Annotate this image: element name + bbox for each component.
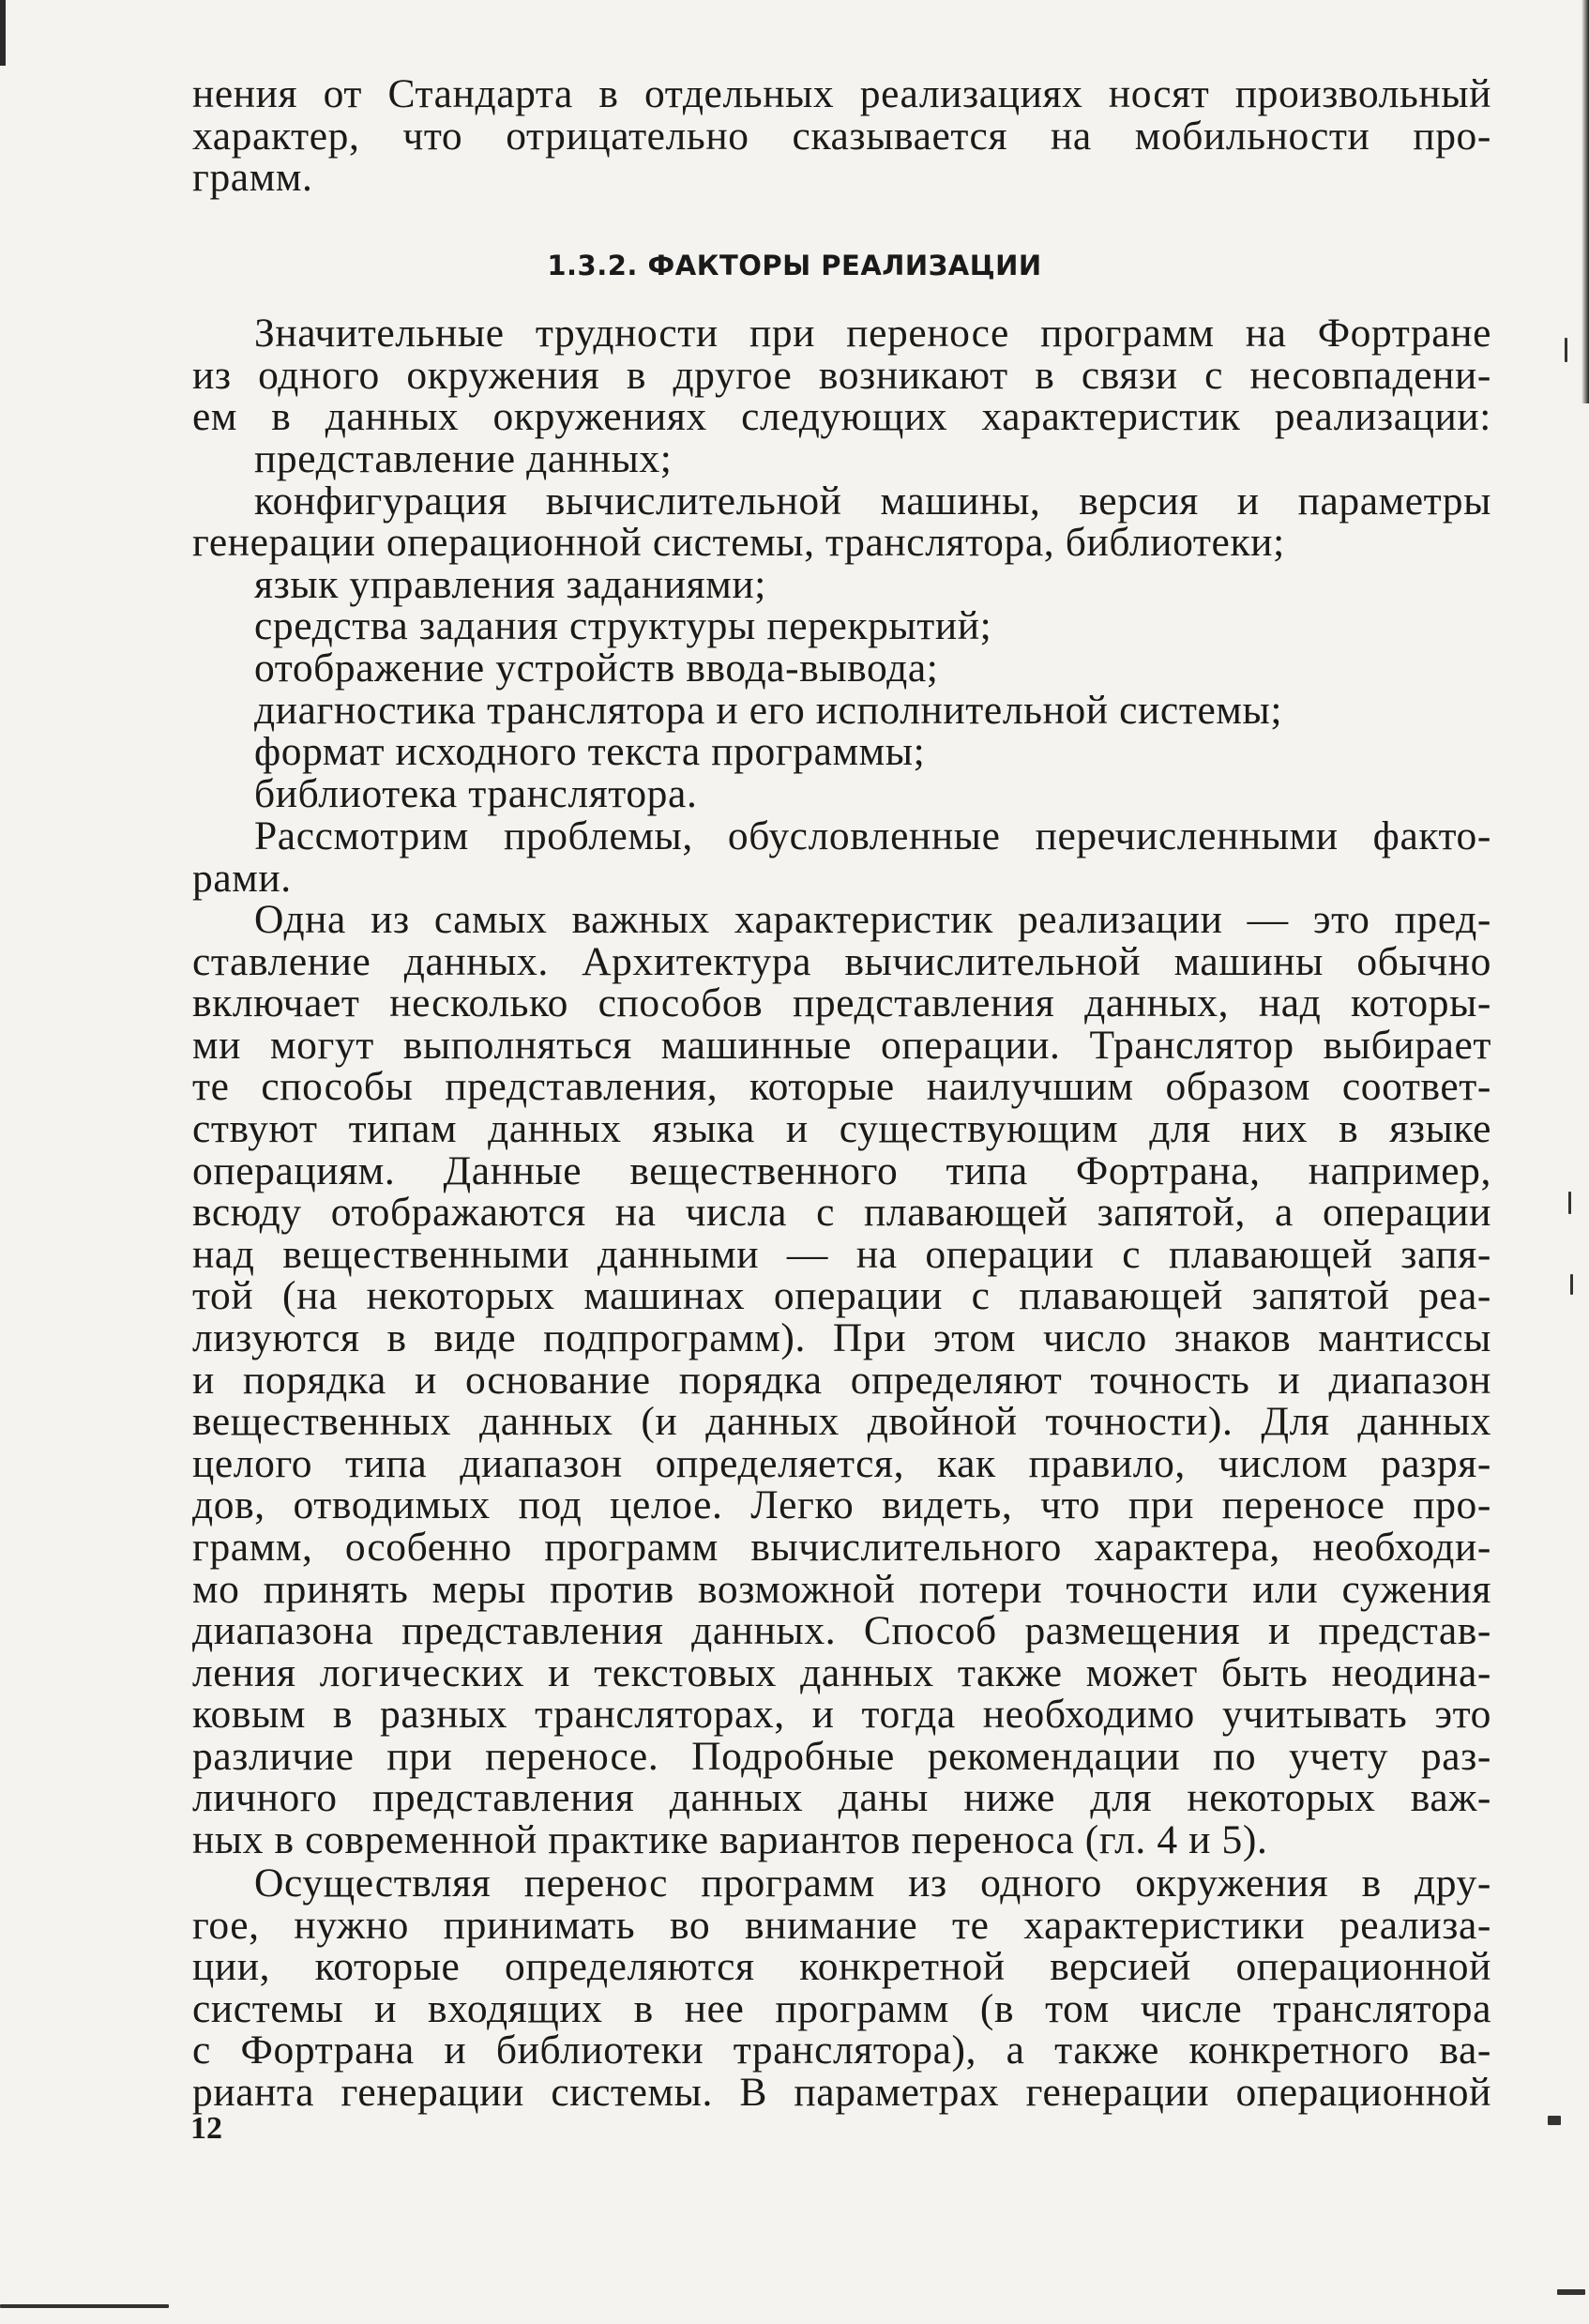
list-item: диагностика транслятора и его исполнительной системы;: [254, 687, 1282, 733]
scan-speck: [1570, 1274, 1573, 1295]
scan-edge-right: [1581, 0, 1589, 403]
scan-edge-left: [0, 0, 6, 66]
intro-line: нения от Стандарта в отдельных реализациях носят произвольный: [192, 71, 1491, 116]
list-item: средства задания структуры перекрытий;: [254, 603, 992, 649]
paragraph-line: вещественных данных (и данных двойной точности). Для данных: [192, 1399, 1491, 1445]
scan-speck: [1565, 338, 1567, 362]
scan-speck: [1557, 2289, 1585, 2295]
paragraph-line: операциям. Данные вещественного типа Фортрана, например,: [192, 1147, 1491, 1193]
paragraph-line: рианта генерации системы. В параметрах генерации операционной: [192, 2069, 1491, 2115]
paragraph-intro-factors: [192, 312, 1491, 438]
list-item: библиотека транслятора.: [254, 770, 698, 816]
paragraph-line: той (на некоторых машинах операции с плавающей запятой реа-: [192, 1273, 1491, 1319]
paragraph-line: и порядка и основание порядка определяют точность и диапазон: [192, 1357, 1491, 1403]
paragraph-line: Осуществляя перенос программ из одного окружения в дру-: [254, 1861, 1491, 1906]
scan-speck: [0, 2304, 169, 2308]
paragraph-line: Одна из самых важных характеристик реализации — это пред-: [254, 897, 1491, 942]
page-number: 12: [190, 2111, 222, 2146]
paragraph-line: лизуются в виде подпрограмм). При этом число знаков мантиссы: [192, 1314, 1491, 1360]
list-item: язык управления заданиями;: [254, 561, 766, 607]
intro-line: характер, что отрицательно сказывается на мобильности про-: [192, 113, 1491, 159]
paragraph-line: дов, отводимых под целое. Легко видеть, что при переносе про-: [192, 1482, 1491, 1528]
paragraph-line: грамм, особенно программ вычислительного характера, необходи-: [192, 1524, 1491, 1570]
paragraph-line: ных в современной практике вариантов переноса (гл. 4 и 5).: [192, 1817, 1268, 1863]
paragraph-line: ковым в разных трансляторах, и тогда необходимо учитывать это: [192, 1692, 1491, 1738]
paragraph-line: личного представления данных даны ниже для некоторых важ-: [192, 1775, 1491, 1821]
paragraph-line: различие при переносе. Подробные рекомендации по учету раз-: [192, 1733, 1491, 1779]
list-item: представление данных;: [254, 436, 673, 481]
paragraph-line: мо принять меры против возможной потери точности или сужения: [192, 1566, 1491, 1612]
intro-paragraph: [192, 73, 1491, 199]
paragraph-line: ления логических и текстовых данных также может быть неодина-: [192, 1649, 1491, 1695]
paragraph-line: ми могут выполняться машинные операции. Транслятор выбирает: [192, 1022, 1491, 1068]
paragraph-line: из одного окружения в другое возникают в связи с несовпадени-: [192, 352, 1491, 398]
paragraph-line: диапазона представления данных. Способ размещения и представ-: [192, 1608, 1491, 1654]
list-item: конфигурация вычислительной машины, версия и параметры: [254, 478, 1491, 524]
paragraph-consider: [192, 815, 1491, 899]
paragraph-line: целого типа диапазон определяется, как правило, числом разря-: [192, 1440, 1491, 1486]
paragraph-line: те способы представления, которые наилучшим образом соответ-: [192, 1064, 1491, 1110]
scan-speck: [1568, 1192, 1571, 1214]
list-item-continuation: генерации операционной системы, транслятора, библиотеки;: [192, 520, 1285, 566]
paragraph-data-representation: [192, 899, 1491, 1861]
paragraph-os-characteristics: [192, 1862, 1491, 2114]
intro-line: грамм.: [192, 155, 313, 201]
paragraph-line: всюду отображаются на числа с плавающей запятой, а операции: [192, 1190, 1491, 1236]
paragraph-line: включает несколько способов представления данных, над которы-: [192, 980, 1491, 1026]
section-heading: 1.3.2. ФАКТОРЫ РЕАЛИЗАЦИИ: [547, 250, 1042, 281]
paragraph-line: ции, которые определяются конкретной версией операционной: [192, 1944, 1491, 1990]
list-item: отображение устройств ввода-вывода;: [254, 645, 939, 691]
paragraph-line: рами.: [192, 855, 292, 901]
paragraph-line: системы и входящих в нее программ (в том числе транслятора: [192, 1985, 1491, 2031]
paragraph-line: ем в данных окружениях следующих характеристик реализации:: [192, 394, 1491, 440]
paragraph-line: ставление данных. Архитектура вычислительной машины обычно: [192, 938, 1491, 984]
paragraph-line: над вещественными данными — на операции с плавающей запя-: [192, 1231, 1491, 1277]
paragraph-line: с Фортрана и библиотеки транслятора), а также конкретного ва-: [192, 2028, 1491, 2073]
scan-speck: [1548, 2116, 1561, 2125]
list-item: формат исходного текста программы;: [254, 729, 926, 775]
paragraph-line: ствуют типам данных языка и существующим для них в языке: [192, 1105, 1491, 1151]
paragraph-line: Значительные трудности при переносе программ на Фортране: [254, 311, 1491, 356]
factors-list: [192, 438, 1491, 814]
paragraph-line: Рассмотрим проблемы, обусловленные перечисленными факто-: [254, 813, 1491, 858]
paragraph-line: гое, нужно принимать во внимание те характеристики реализа-: [192, 1902, 1491, 1948]
